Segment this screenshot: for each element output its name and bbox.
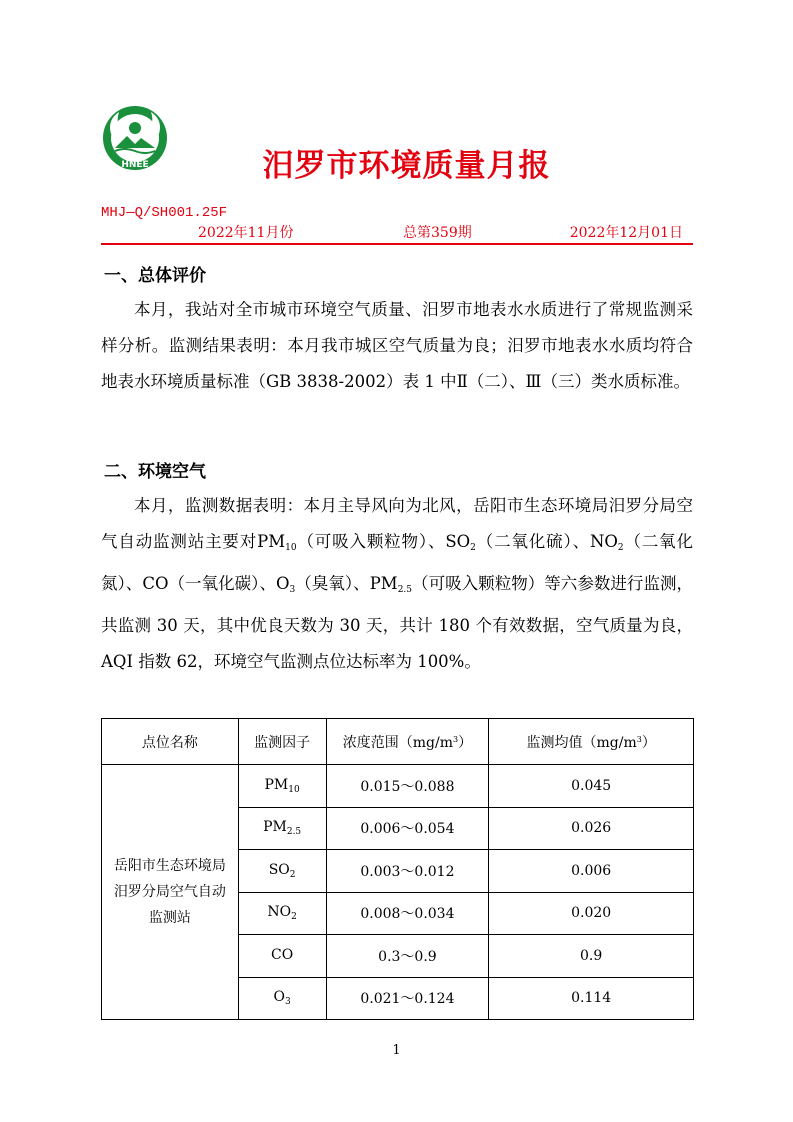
range-cell: 0.008～0.034 [326, 892, 489, 935]
air-text: 本月，监测数据表明：本月主导风向为北风，岳阳市生态环境局汨罗分局空气自动监测站主要对$PM_{10}$（可吸入颗粒物）、$SO_2$（二氧化硫）、$NO_2$（二氧化氮）、CO（一氧化碳）、$O_3$（臭氧）、$PM_{2.5}$（可吸入颗粒物）等六参数进行监测，共监测 30 天，其中优良天数为 30 天，共计 180 个有效数据，空气质量为良，AQI 指数 62，环境空气监测点位达标率为 100%。 [101, 496, 694, 671]
section-heading-air: 二、环境空气 [104, 462, 206, 482]
header-divider [101, 243, 693, 245]
factor-cell: $PM_{2.5}$ [238, 807, 326, 850]
page-number: 1 [392, 1043, 401, 1058]
factor-cell: $PM_{10}$ [238, 765, 326, 808]
factor-cell: $SO_2$ [238, 850, 326, 893]
range-cell: 0.3～0.9 [326, 935, 489, 978]
document-number: MHJ—Q/SH001.25F [101, 205, 228, 221]
issue-meta-line [101, 222, 693, 240]
range-cell: 0.003～0.012 [326, 850, 489, 893]
logo-text: HNEE [121, 160, 149, 170]
table-header-row [102, 719, 694, 765]
section-heading-overall: 一、总体评价 [104, 266, 206, 286]
mean-cell: 0.026 [489, 807, 694, 850]
mean-cell: 0.114 [489, 977, 694, 1020]
range-cell: 0.006～0.054 [326, 807, 489, 850]
factor-cell: $NO_2$ [238, 892, 326, 935]
mean-cell: 0.020 [489, 892, 694, 935]
range-cell: 0.021～0.124 [326, 977, 489, 1020]
header-mean: 监测均值$(mg/m^3)$ [489, 719, 694, 765]
air-paragraph [101, 488, 693, 680]
site-name-cell: 岳阳市生态环境局汨罗分局空气自动监测站 [102, 765, 239, 1020]
header-range: 浓度范围$(mg/m^3)$ [326, 719, 489, 765]
mean-cell: 0.045 [489, 765, 694, 808]
publish-date: 2022年12月01日 [569, 225, 683, 241]
air-monitoring-table [101, 718, 694, 1020]
factor-cell: $O_3$ [238, 977, 326, 1020]
range-cell: 0.015～0.088 [326, 765, 489, 808]
header-factor: 监测因子 [238, 719, 326, 765]
mean-cell: 0.9 [489, 935, 694, 978]
issue-number: 总第359期 [403, 225, 472, 241]
factor-cell: CO [238, 935, 326, 978]
overall-text: 本月，我站对全市城市环境空气质量、汨罗市地表水水质进行了常规监测采样分析。监测结果表明：本月我市城区空气质量为良；汨罗市地表水水质均符合地表水环境质量标准（GB 3838-2002）表 1 中Ⅱ（二）、Ⅲ（三）类水质标准。 [101, 300, 693, 391]
report-month: 2022年11月份 [198, 225, 294, 241]
header-site: 点位名称 [102, 719, 239, 765]
report-title: 汨罗市环境质量月报 [262, 148, 551, 184]
table-row [102, 765, 694, 808]
mean-cell: 0.006 [489, 850, 694, 893]
overall-paragraph [101, 292, 693, 400]
